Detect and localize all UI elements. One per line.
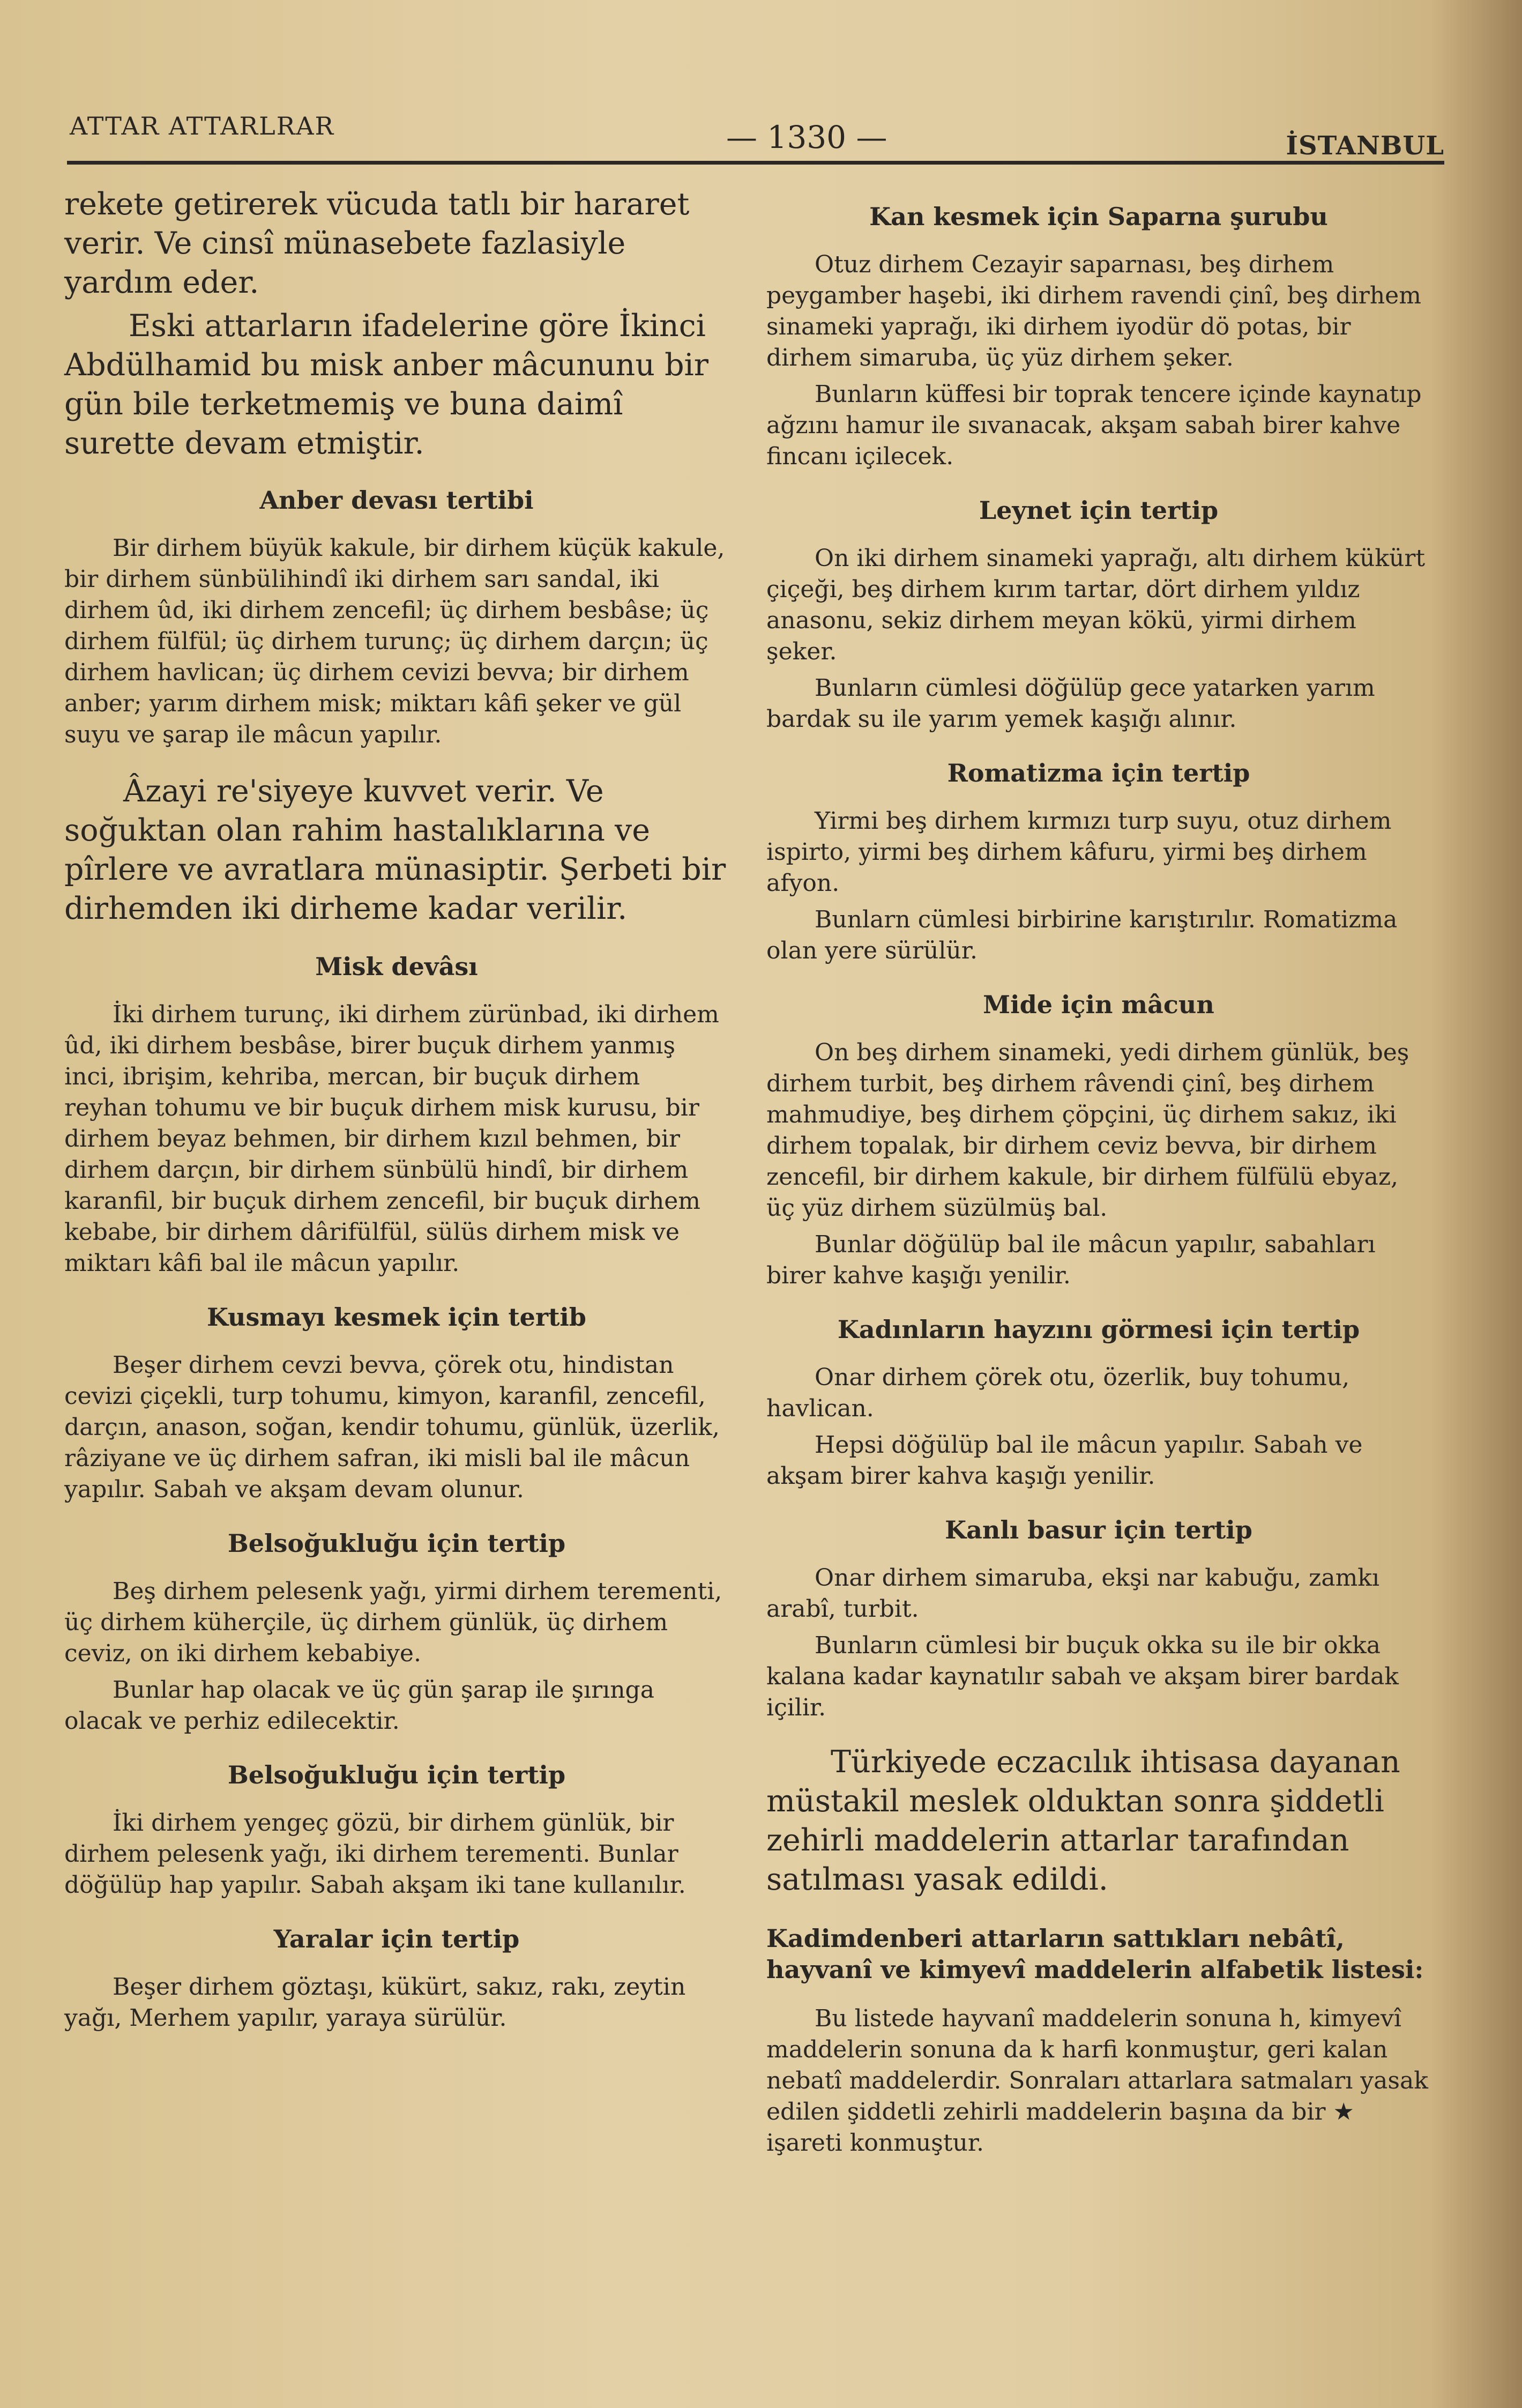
- section-body: On beş dirhem sinameki, yedi dirhem günlük, beş dirhem turbit, beş dirhem râvendi çinî, beş dirhem mahmudiye, beş dirhem çöpçini, üç dirhem sakız, iki dirhem topalak, bir dirhem ceviz bevva, bir dirhem zencefil, bir dirhem kakule, bir dirhem fülfülü ebyaz, üç yüz dirhem süzülmüş bal.: [766, 1039, 1409, 1222]
- section-note: Bunlar döğülüp bal ile mâcun yapılır, sabahları birer kahve kaşığı yenilir.: [766, 1231, 1376, 1289]
- section-body: Onar dirhem çörek otu, özerlik, buy tohumu, havlican.: [766, 1364, 1350, 1422]
- section-heading: Leynet için tertip: [979, 496, 1219, 525]
- section-body: Bir dirhem büyük kakule, bir dirhem küçük kakule, bir dirhem sünbülihindî iki dirhem sarı sandal, iki dirhem ûd, iki dirhem zencefil; üç dirhem besbâse; üç dirhem fülfül; üç dirhem turunç; üç dirhem darçın; üç dirhem havlican; üç dirhem cevizi bevva; bir dirhem anber; yarım dirhem misk; miktarı kâfi şeker ve gül suyu ve şarap ile mâcun yapılır.: [64, 534, 725, 748]
- header-rule: [67, 161, 1444, 165]
- left-column: [64, 185, 729, 2039]
- list-heading: Kadimdenberi attarların sattıkları nebâtî, hayvanî ve kimyevî maddelerin alfabetik listesi:: [766, 1924, 1424, 1984]
- star-icon: ★: [1333, 2098, 1354, 2125]
- section-body: Beşer dirhem cevzi bevva, çörek otu, hindistan cevizi çiçekli, turp tohumu, kimyon, karanfil, zencefil, darçın, anason, soğan, kendir tohumu, günlük, üzerlik, râziyane ve üç dirhem safran, iki misli bal ile mâcun yapılır. Sabah ve akşam devam olunur.: [64, 1351, 720, 1503]
- statement-paragraph: Türkiyede eczacılık ihtisasa dayanan müstakil meslek olduktan sonra şiddetli zehirli maddelerin attarlar tarafından satılması yasak edildi.: [766, 1744, 1400, 1897]
- running-head-right: İSTANBUL: [1286, 131, 1444, 161]
- list-intro-tail: işareti konmuştur.: [766, 2129, 984, 2157]
- list-intro: [766, 2003, 1431, 2159]
- section-body: Onar dirhem simaruba, ekşi nar kabuğu, zamkı arabî, turbit.: [766, 1564, 1380, 1623]
- section-heading: Romatizma için tertip: [947, 759, 1250, 787]
- section-body: Beş dirhem pelesenk yağı, yirmi dirhem terementi, üç dirhem küherçile, üç dirhem günlük, üç dirhem ceviz, on iki dirhem kebabiye.: [64, 1578, 722, 1667]
- section-body: On iki dirhem sinameki yaprağı, altı dirhem kükürt çiçeği, beş dirhem kırım tartar, dört dirhem yıldız anasonu, sekiz dirhem meyan kökü, yirmi dirhem şeker.: [766, 545, 1426, 665]
- section-heading: Mide için mâcun: [983, 990, 1214, 1019]
- list-intro-text: Bu listede hayvanî maddelerin sonuna h, kimyevî maddelerin sonuna da k harfi konmuştur, geri kalan nebatî maddelerdir. Sonraları attarlara satmaları yasak edilen şiddetli zehirli maddelerin başına da bir: [766, 2005, 1428, 2125]
- section-body: Yirmi beş dirhem kırmızı turp suyu, otuz dirhem ispirto, yirmi beş dirhem kâfuru, yirmi beş dirhem afyon.: [766, 807, 1392, 897]
- section-heading: Anber devası tertibi: [259, 486, 534, 515]
- section-heading: Yaralar için tertip: [273, 1924, 520, 1953]
- section-heading: Kusmayı kesmek için tertib: [207, 1303, 586, 1332]
- intro-paragraph-2: Eski attarların ifadelerine göre İkinci Abdülhamid bu misk anber mâcununu bir gün bile terketmemiş ve buna daimî surette devam etmiştir.: [64, 308, 709, 461]
- right-column: [766, 185, 1431, 2164]
- section-body: İki dirhem turunç, iki dirhem zürünbad, iki dirhem ûd, iki dirhem besbâse, birer buçuk dirhem yanmış inci, ibrişim, kehriba, mercan, bir buçuk dirhem reyhan tohumu ve bir buçuk dirhem misk kurusu, bir dirhem beyaz behmen, bir dirhem kızıl behmen, bir dirhem darçın, bir dirhem sünbülü hindî, bir dirhem karanfil, bir buçuk dirhem zencefil, bir buçuk dirhem kebabe, bir dirhem dârifülfül, sülüs dirhem misk ve miktarı kâfi bal ile mâcun yapılır.: [64, 1001, 719, 1277]
- section-body: Beşer dirhem göztaşı, kükürt, sakız, rakı, zeytin yağı, Merhem yapılır, yaraya sürülür.: [64, 1973, 686, 2032]
- intro-paragraph: rekete getirerek vücuda tatlı bir hararet verir. Ve cinsî münasebete fazlasiyle yardım eder.: [64, 187, 690, 300]
- section-heading: Belsoğukluğu için tertip: [227, 1760, 566, 1789]
- section-note: Âzayi re'siyeye kuvvet verir. Ve soğuktan olan rahim hastalıklarına ve pîrlere ve avratlara münasiptir. Şerbeti bir dirhemden iki dirheme kadar verilir.: [64, 774, 726, 926]
- section-heading: Kan kesmek için Saparna şurubu: [869, 202, 1328, 231]
- section-note: Bunların küffesi bir toprak tencere içinde kaynatıp ağzını hamur ile sıvanacak, akşam sabah birer kahve fincanı içilecek.: [766, 381, 1422, 470]
- section-body: Otuz dirhem Cezayir saparnası, beş dirhem peygamber haşebi, iki dirhem ravendi çinî, beş dirhem sinameki yaprağı, iki dirhem iyodür dö potas, bir dirhem simaruba, üç yüz dirhem şeker.: [766, 251, 1421, 371]
- section-heading: Kadınların hayzını görmesi için tertip: [837, 1315, 1360, 1344]
- page-number: — 1330 —: [726, 119, 887, 155]
- section-note: Bunlarn cümlesi birbirine karıştırılır. Romatizma olan yere sürülür.: [766, 906, 1398, 964]
- section-body: İki dirhem yengeç gözü, bir dirhem günlük, bir dirhem pelesenk yağı, iki dirhem terementi. Bunlar döğülüp hap yapılır. Sabah akşam iki tane kullanılır.: [64, 1809, 686, 1899]
- section-note: Bunların cümlesi döğülüp gece yatarken yarım bardak su ile yarım yemek kaşığı alınır.: [766, 674, 1375, 733]
- running-head-left: ATTAR ATTARLRAR: [70, 112, 335, 140]
- section-heading: Belsoğukluğu için tertip: [227, 1529, 566, 1558]
- section-heading: Kanlı basur için tertip: [945, 1515, 1252, 1544]
- section-note: Bunlar hap olacak ve üç gün şarap ile şırınga olacak ve perhiz edilecektir.: [64, 1676, 654, 1735]
- section-note: Bunların cümlesi bir buçuk okka su ile bir okka kalana kadar kaynatılır sabah ve akşam birer bardak içilir.: [766, 1632, 1399, 1721]
- section-note: Hepsi döğülüp bal ile mâcun yapılır. Sabah ve akşam birer kahva kaşığı yenilir.: [766, 1431, 1363, 1490]
- section-heading: Misk devâsı: [315, 952, 478, 981]
